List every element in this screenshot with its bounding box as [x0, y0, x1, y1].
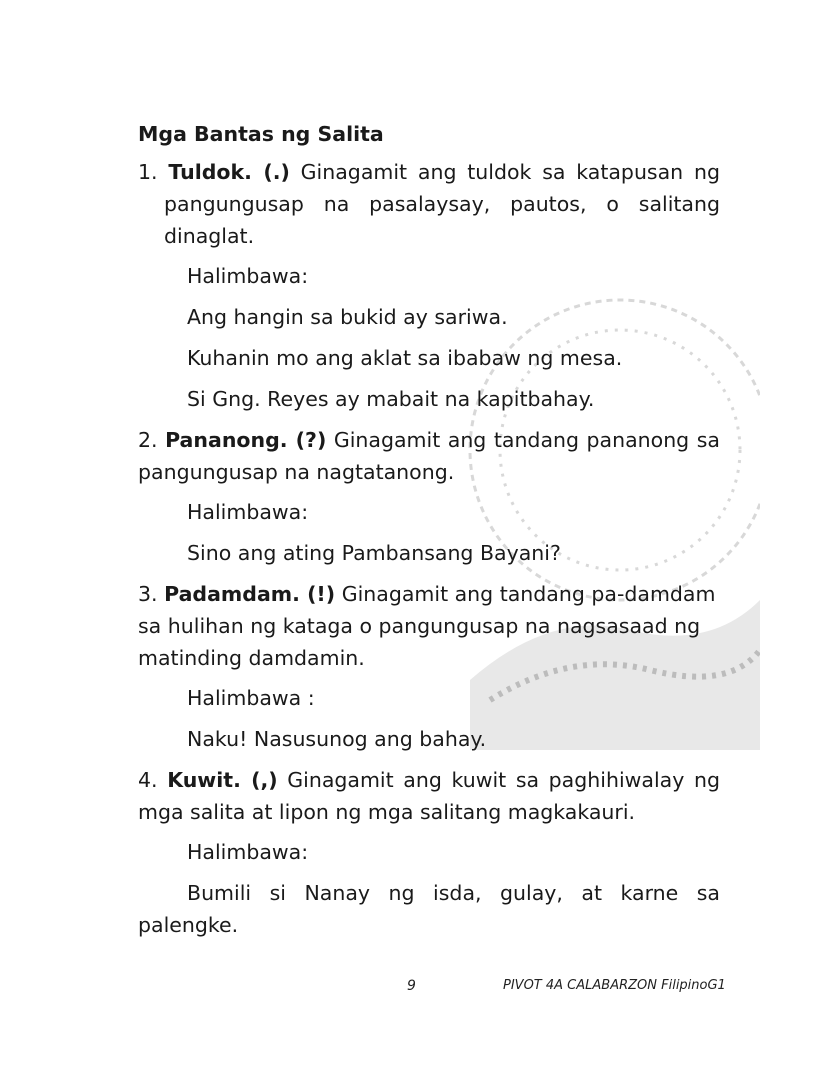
example-sentence: Ang hangin sa bukid ay sariwa. [187, 305, 508, 329]
item-description: Ginagamit ang tuldok sa katapusan ng pangungusap na pasalaysay, pautos, o salitang dinaglat. [164, 160, 720, 248]
item-term: Pananong. (?) [165, 428, 327, 452]
example-sentence: Naku! Nasusunog ang bahay. [187, 727, 487, 751]
item-term: Kuwit. (,) [167, 768, 278, 792]
footer-title: PIVOT 4A CALABARZON FilipinoG1 [503, 978, 726, 993]
example-sentence: Si Gng. Reyes ay mabait na kapitbahay. [187, 387, 595, 411]
item-padamdam [138, 578, 720, 674]
item-description: Ginagamit ang tandang pananong sa pangungusap na nagtatanong. [138, 428, 720, 484]
item-description: Ginagamit ang kuwit sa paghihiwalay ng mga salita at lipon ng mga salitang magkakauri. [138, 768, 720, 824]
item-tuldok [138, 156, 720, 252]
item-term: Padamdam. (!) [164, 582, 336, 606]
example-label: Halimbawa: [187, 500, 309, 524]
item-number: 2. [138, 428, 158, 452]
content-area [138, 118, 720, 950]
example-sentence: Kuhanin mo ang aklat sa ibabaw ng mesa. [187, 346, 623, 370]
example-label: Halimbawa: [187, 840, 309, 864]
example-label: Halimbawa : [187, 686, 315, 710]
example-sentence: Bumili si Nanay ng isda, gulay, at karne sa palengke. [138, 881, 720, 937]
example-label: Halimbawa: [187, 264, 309, 288]
item-description: Ginagamit ang tandang pa-damdam sa hulihan ng kataga o pangungusap na nagsasaad ng matinding damdamin. [138, 582, 716, 670]
example-sentence: Sino ang ating Pambansang Bayani? [187, 541, 561, 565]
item-number: 3. [138, 582, 158, 606]
item-number: 4. [138, 768, 158, 792]
item-term: Tuldok. (.) [168, 160, 290, 184]
item-pananong [138, 424, 720, 488]
page-number: 9 [407, 978, 416, 994]
item-number: 1. [138, 160, 158, 184]
item-kuwit [138, 764, 720, 828]
section-heading: Mga Bantas ng Salita [138, 122, 384, 146]
